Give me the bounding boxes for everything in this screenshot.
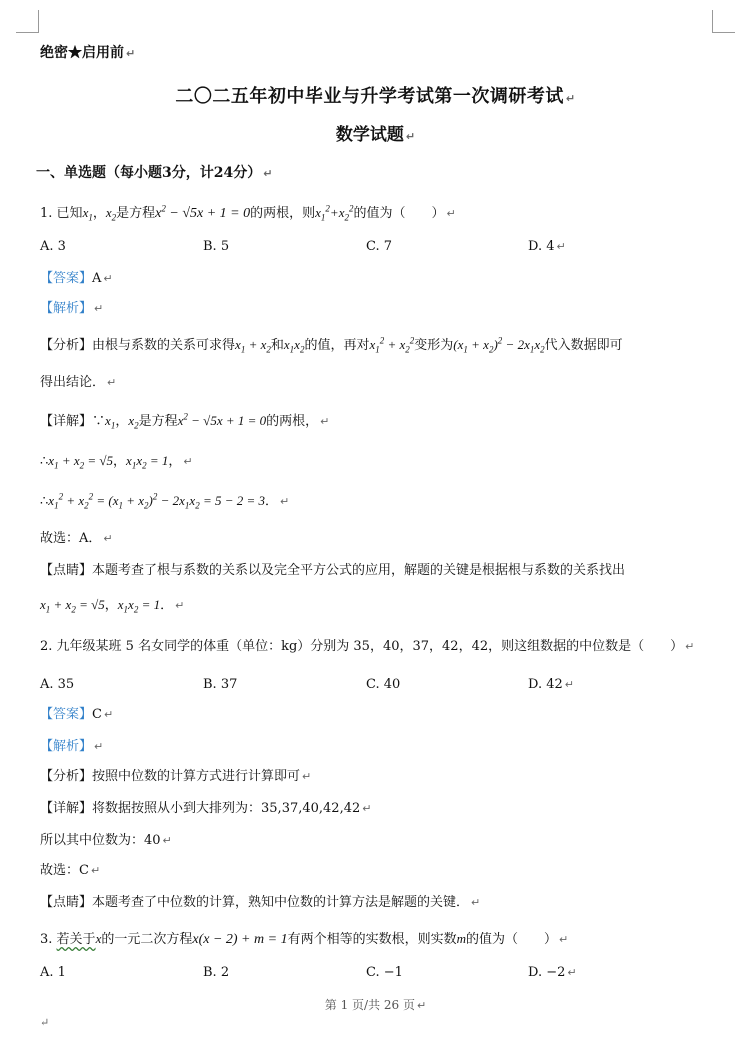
page-footer: 第 1 页/共 26 页 ↵ <box>324 998 427 1012</box>
q1-stem: 1. 已知$x_1$，$x_2$是方程$x^2 - √5x + 1 = 0$的两根，则$x_1^2+x_2^2$的值为（ ） ↵ <box>40 203 456 223</box>
q1-option-a: A. 3 <box>40 239 66 254</box>
q1-analysis-tag: 【解析】 ↵ <box>40 301 104 316</box>
q1-dianjing-line2: $x_1 + x_2 = √5$，$x_1x_2 = 1$． ↵ <box>40 597 185 615</box>
q1-choose: 故选：A． ↵ <box>40 531 113 546</box>
q2-option-c: C. 40 <box>366 677 401 692</box>
q1-fenxi-line2: 得出结论． ↵ <box>40 375 117 390</box>
confidential-label: 绝密★启用前 ↵ <box>40 45 136 61</box>
exam-title: 二〇二五年初中毕业与升学考试第一次调研考试 ↵ <box>175 86 576 107</box>
q1-dianjing: 【点睛】本题考查了根与系数的关系以及完全平方公式的应用，解题的关键是根据根与系数的关系找出 <box>40 563 626 578</box>
q2-dianjing: 【点睛】本题考查了中位数的计算，熟知中位数的计算方法是解题的关键． ↵ <box>40 895 481 910</box>
q2-xiangjie: 【详解】将数据按照从小到大排列为：35,37,40,42,42 ↵ <box>40 801 372 816</box>
q1-step1: $\therefore x_1 + x_2 = √5$，$x_1x_2 = 1$， ↵ <box>40 453 193 471</box>
q2-choose: 故选：C ↵ <box>40 863 101 878</box>
q3-stem: 3. 若关于x的一元二次方程x(x − 2) + m = 1有两个相等的实数根，则实数m的值为（ ） ↵ <box>40 931 569 947</box>
q2-median-line: 所以其中位数为：40 ↵ <box>40 833 172 848</box>
q2-fenxi: 【分析】按照中位数的计算方式进行计算即可 ↵ <box>40 769 312 784</box>
q3-option-d: D. −2 ↵ <box>528 965 577 980</box>
q2-option-d: D. 42 ↵ <box>528 677 574 692</box>
q3-option-c: C. −1 <box>366 965 403 980</box>
q2-option-a: A. 35 <box>40 677 75 692</box>
q1-fenxi: 【分析】由根与系数的关系可求得$x_1 + x_2$和$x_1x_2$的值，再对$x_1^2 + x_2^2$变形为$(x_1 + x_2)^2 - 2x_1x_2$代入数据即可 <box>40 335 623 355</box>
q3-option-b: B. 2 <box>203 965 230 980</box>
paragraph-mark: ↵ <box>40 1016 50 1029</box>
q1-option-d: D. 4 ↵ <box>528 239 566 254</box>
subject-title: 数学试题 ↵ <box>335 125 416 145</box>
q2-answer: 【答案】C ↵ <box>40 707 114 722</box>
q1-option-b: B. 5 <box>203 239 230 254</box>
page-corner-top-left <box>16 10 39 33</box>
q2-stem: 2. 九年级某班 5 名女同学的体重（单位：kg）分别为 35，40，37，42，42，则这组数据的中位数是（ ） ↵ <box>40 639 695 654</box>
q1-answer: 【答案】A ↵ <box>40 271 113 286</box>
q1-xiangjie: 【详解】$\because x_1$，$x_2$是方程$x^2 - √5x + 1 = 0$的两根， ↵ <box>40 411 330 431</box>
page-corner-top-right <box>712 10 735 33</box>
section-heading: 一、单选题（每小题3分，计24分） ↵ <box>36 165 273 181</box>
q2-option-b: B. 37 <box>203 677 238 692</box>
q2-analysis-tag: 【解析】 ↵ <box>40 739 104 754</box>
q3-option-a: A. 1 <box>40 965 66 980</box>
q1-option-c: C. 7 <box>366 239 393 254</box>
q1-step2: $\therefore x_1^2 + x_2^2 = (x_1 + x_2)^2 - 2x_1x_2 = 5 - 2 = 3$． ↵ <box>40 491 290 511</box>
